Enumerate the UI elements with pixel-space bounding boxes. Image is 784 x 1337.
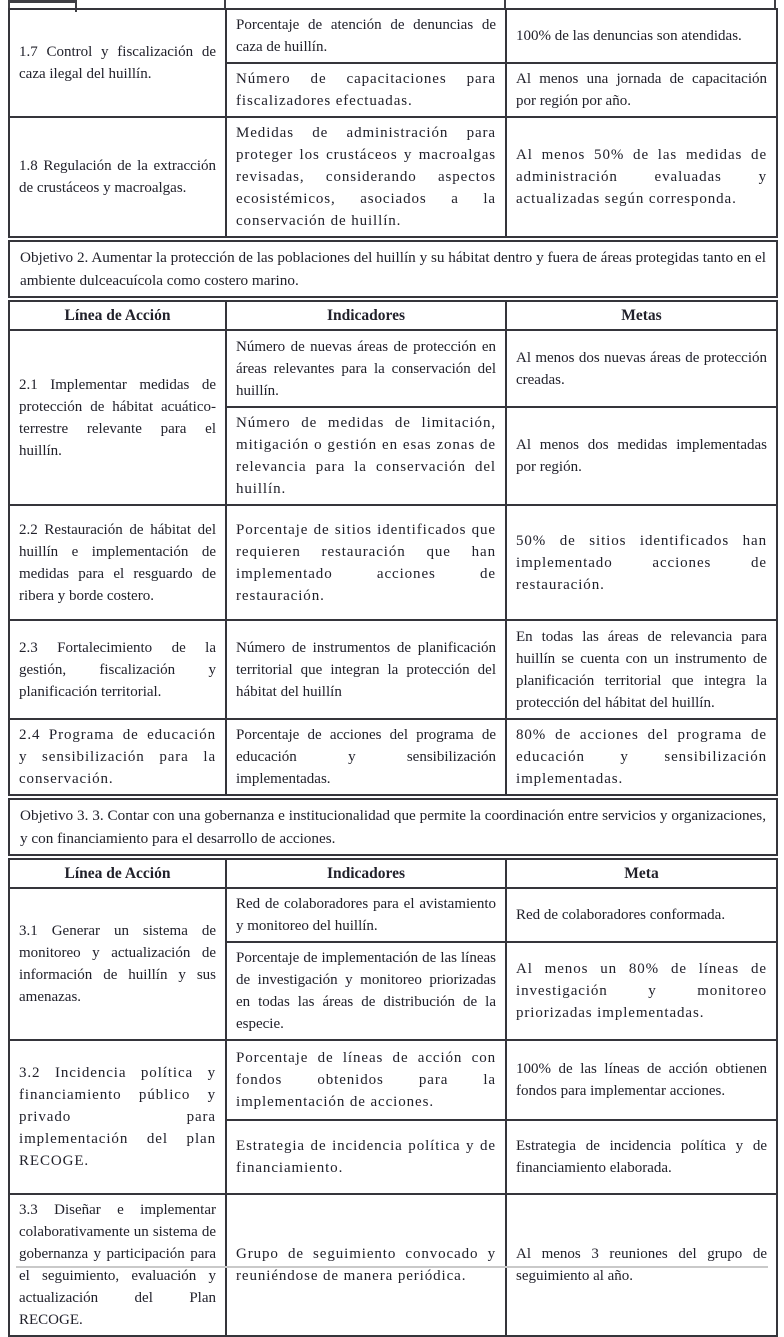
column-header-linea-de-accion: Línea de Acción (9, 299, 226, 330)
meta-cell: Al menos 50% de las medidas de administración evaluadas y actualizadas según corresponda. (506, 117, 777, 239)
indicador-cell: Porcentaje de atención de denuncias de caza de huillín. (226, 9, 506, 63)
indicador-cell: Porcentaje de implementación de las líneas de investigación y monitoreo priorizadas en todas las áreas de distribución de la especie. (226, 942, 506, 1040)
meta-cell: Al menos 3 reuniones del grupo de seguimiento al año. (506, 1194, 777, 1336)
indicador-cell: Grupo de seguimiento convocado y reuniéndose de manera periódica. (226, 1194, 506, 1336)
meta-cell: Al menos dos medidas implementadas por región. (506, 407, 777, 505)
meta-cell: 50% de sitios identificados han implementado acciones de restauración. (506, 505, 777, 620)
linea-accion-cell-1-7: 1.7 Control y fiscalización de caza ilegal del huillín. (9, 9, 226, 117)
linea-accion-cell-1-8: 1.8 Regulación de la extracción de crustáceos y macroalgas. (9, 117, 226, 239)
linea-accion-cell-2-1: 2.1 Implementar medidas de protección de hábitat acuático-terrestre relevante para el huillín. (9, 330, 226, 505)
linea-accion-cell-2-2: 2.2 Restauración de hábitat del huillín e implementación de medidas para el resguardo de ribera y borde costero. (9, 505, 226, 620)
indicador-cell: Porcentaje de acciones del programa de educación y sensibilización implementadas. (226, 719, 506, 797)
indicador-cell: Red de colaboradores para el avistamiento y monitoreo del huillín. (226, 888, 506, 942)
meta-cell: 100% de las denuncias son atendidas. (506, 9, 777, 63)
meta-cell: En todas las áreas de relevancia para huillín se cuenta con un instrumento de planificación territorial que integra la protección del hábitat del huillín. (506, 620, 777, 719)
indicador-cell: Número de medidas de limitación, mitigación o gestión en esas zonas de relevancia para la conservación del huillín. (226, 407, 506, 505)
meta-cell: 100% de las líneas de acción obtienen fondos para implementar acciones. (506, 1040, 777, 1120)
linea-accion-cell-3-3: 3.3 Diseñar e implementar colaborativamente un sistema de gobernanza y participación para el seguimiento, evaluación y actualización del Plan RECOGE. (9, 1194, 226, 1336)
column-header-meta: Meta (506, 857, 777, 888)
column-header-metas: Metas (506, 299, 777, 330)
indicador-cell: Número de instrumentos de planificación territorial que integran la protección del hábitat del huillín (226, 620, 506, 719)
indicador-cell: Número de capacitaciones para fiscalizadores efectuadas. (226, 63, 506, 117)
recoge-plan-table (8, 8, 778, 1337)
indicador-cell: Número de nuevas áreas de protección en áreas relevantes para la conservación del huillín. (226, 330, 506, 407)
linea-accion-cell-2-3: 2.3 Fortalecimiento de la gestión, fiscalización y planificación territorial. (9, 620, 226, 719)
meta-cell: 80% de acciones del programa de educación y sensibilización implementadas. (506, 719, 777, 797)
objetivo-2-title: Objetivo 2. Aumentar la protección de las poblaciones del huillín y su hábitat dentro y fuera de áreas protegidas tanto en el ambiente dulceacuícola como costero marino. (9, 239, 777, 299)
indicador-cell: Porcentaje de sitios identificados que requieren restauración que han implementado acciones de restauración. (226, 505, 506, 620)
indicador-cell: Porcentaje de líneas de acción con fondos obtenidos para la implementación de acciones. (226, 1040, 506, 1120)
scan-shadow-line (16, 1266, 768, 1268)
column-header-linea-de-accion: Línea de Acción (9, 857, 226, 888)
meta-cell: Al menos un 80% de líneas de investigación y monitoreo priorizadas implementadas. (506, 942, 777, 1040)
column-header-indicadores: Indicadores (226, 857, 506, 888)
indicador-cell: Estrategia de incidencia política y de financiamiento. (226, 1120, 506, 1194)
objetivo-3-title: Objetivo 3. 3. Contar con una gobernanza e institucionalidad que permite la coordinación entre servicios y organizaciones, y con financiamiento para el desarrollo de acciones. (9, 797, 777, 857)
meta-cell: Red de colaboradores conformada. (506, 888, 777, 942)
column-header-indicadores: Indicadores (226, 299, 506, 330)
linea-accion-cell-3-1: 3.1 Generar un sistema de monitoreo y actualización de información de huillín y sus amenazas. (9, 888, 226, 1040)
linea-accion-cell-2-4: 2.4 Programa de educación y sensibilización para la conservación. (9, 719, 226, 797)
linea-accion-cell-3-2: 3.2 Incidencia política y financiamiento público y privado para implementación del plan RECOGE. (9, 1040, 226, 1194)
meta-cell: Estrategia de incidencia política y de financiamiento elaborada. (506, 1120, 777, 1194)
indicador-cell: Medidas de administración para proteger los crustáceos y macroalgas revisadas, considerando aspectos ecosistémicos, asociados a la conservación de huillín. (226, 117, 506, 239)
meta-cell: Al menos una jornada de capacitación por región por año. (506, 63, 777, 117)
meta-cell: Al menos dos nuevas áreas de protección creadas. (506, 330, 777, 407)
